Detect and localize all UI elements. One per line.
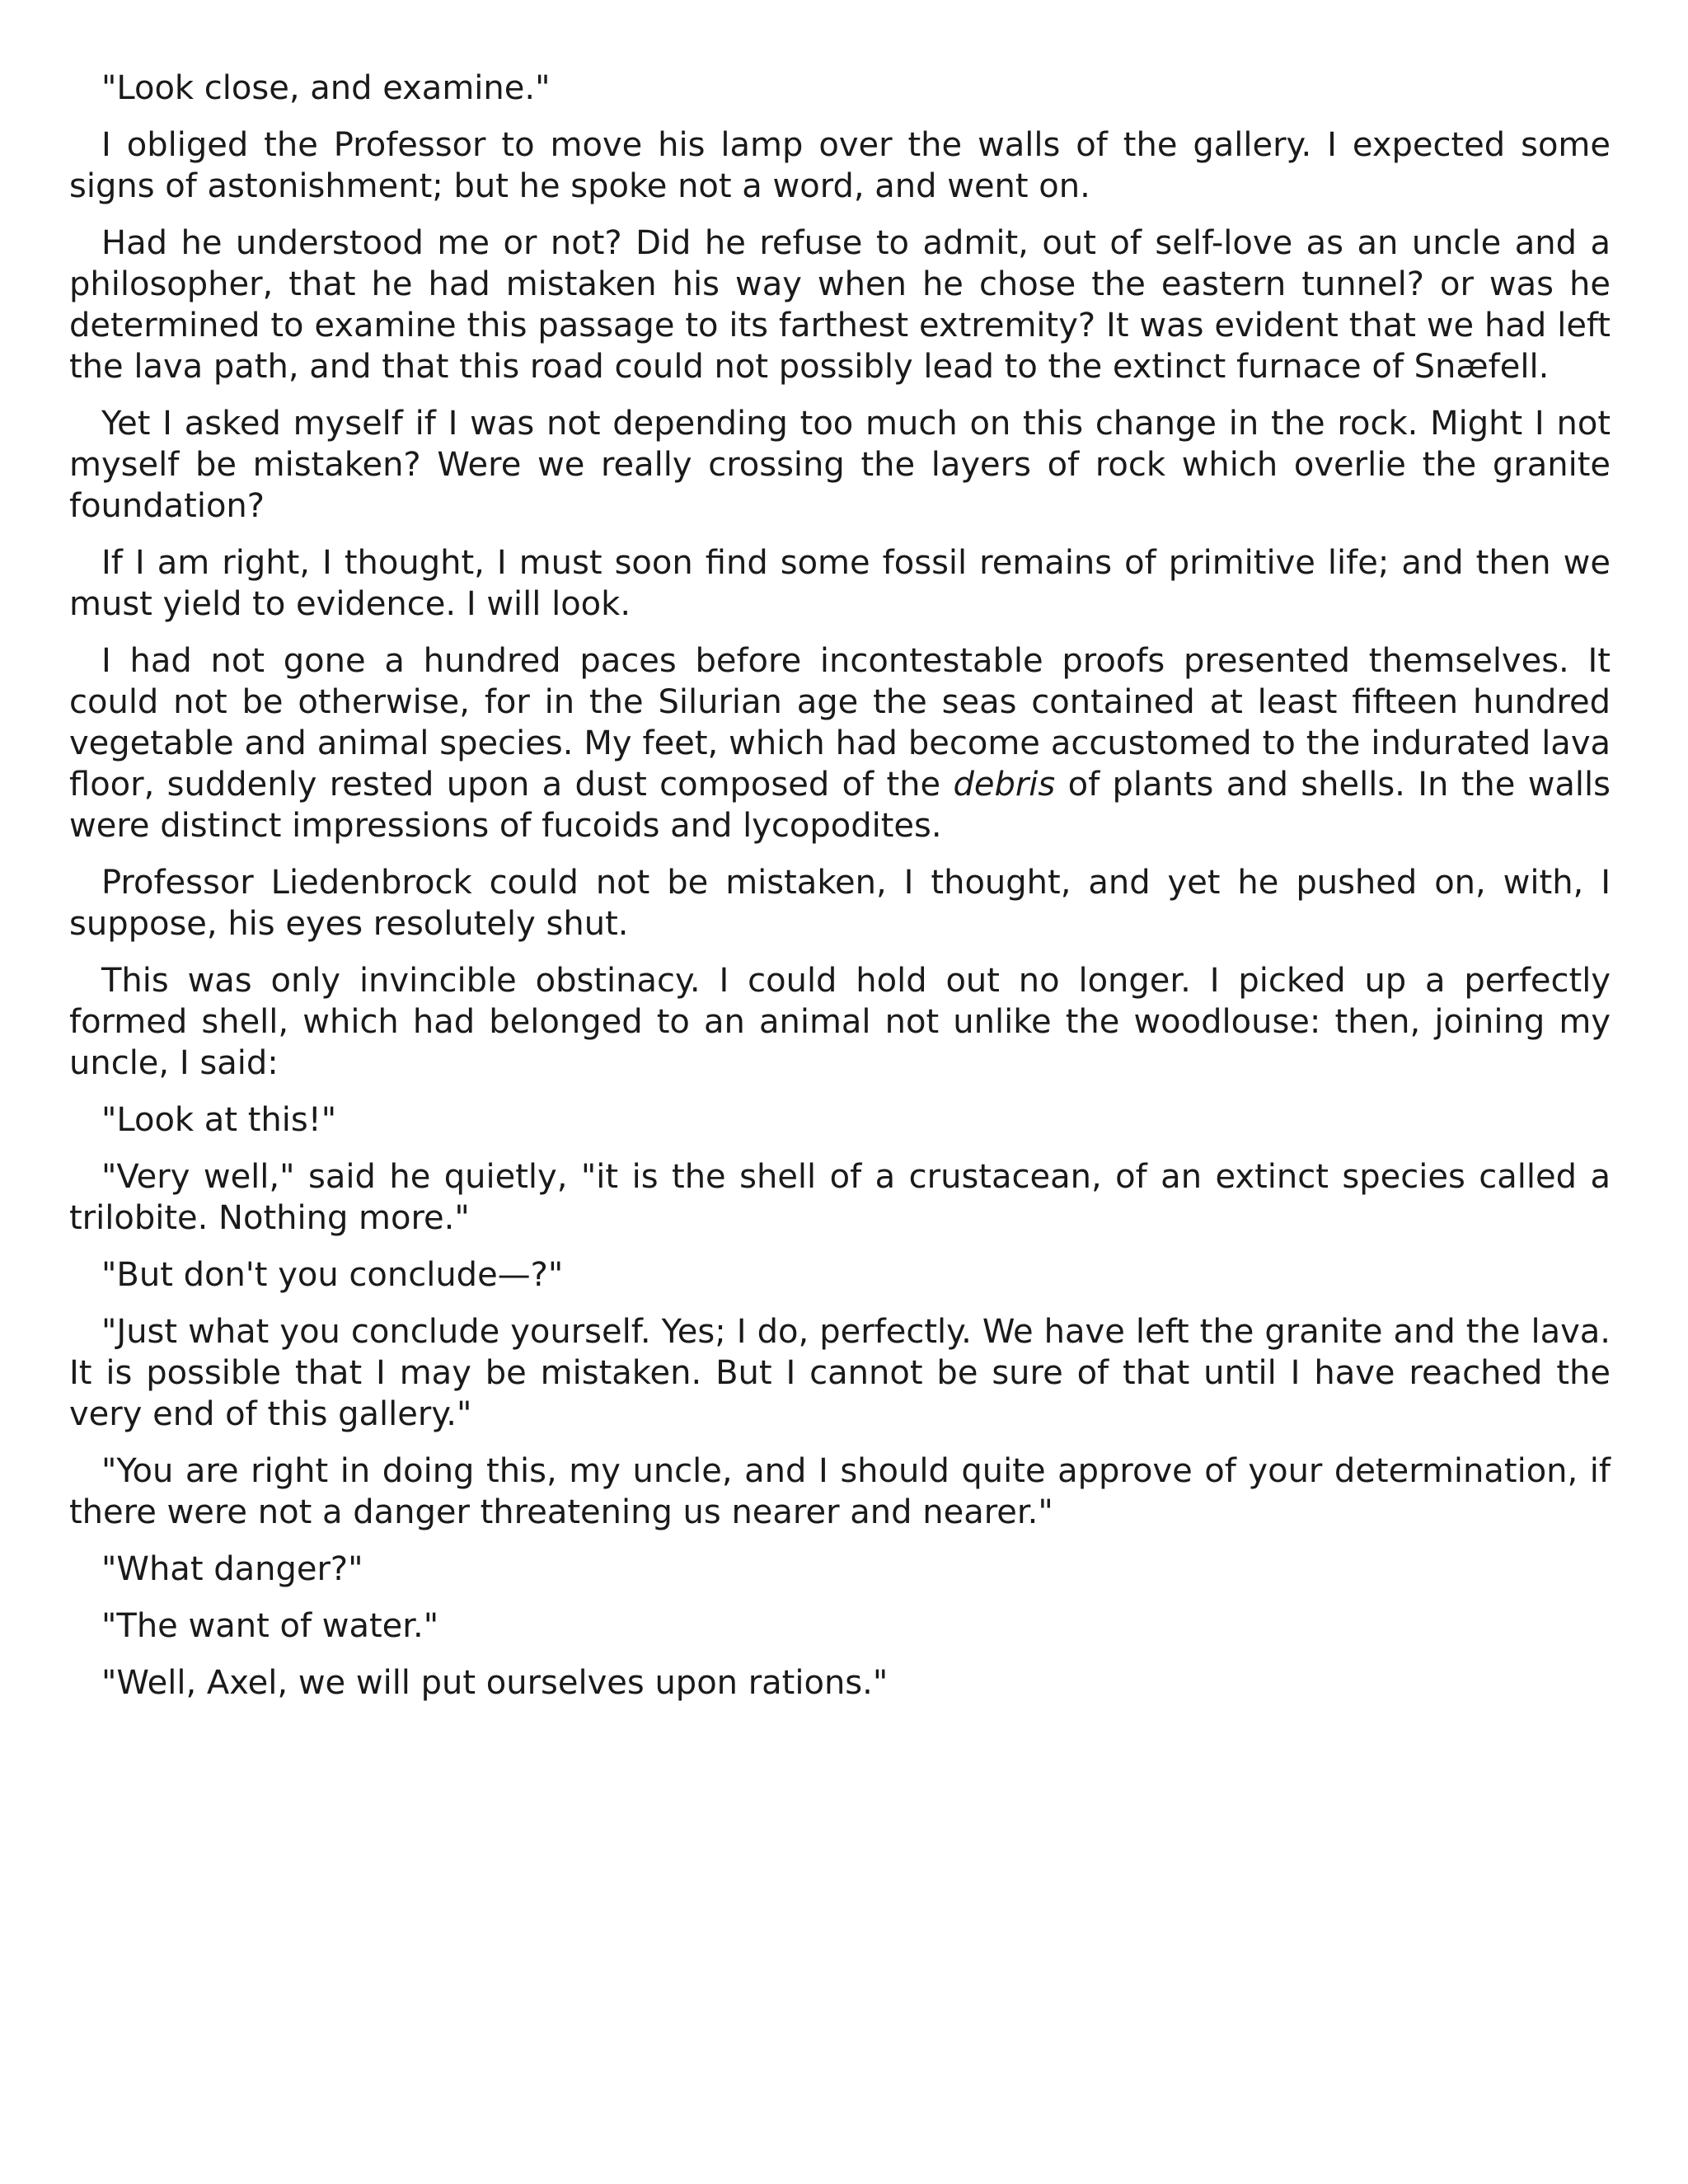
paragraph-text: I had not gone a hundred paces before incontestable proofs presented themselves. It could not be otherwise, for in the Silurian age the seas contained at least fifteen hundred vegetable and animal species. My feet, which had become accustomed to the indurated lava floor, suddenly rested upon a dust composed of the [69, 642, 1611, 804]
paragraph-text: of plants and shells. In the walls were distinct impressions of fucoids and lycopodites. [69, 766, 1611, 845]
paragraph: "Just what you conclude yourself. Yes; I do, perfectly. We have left the granite and the lava. It is possible that I may be mistaken. But I cannot be sure of that until I have reached the very end of this gallery." [69, 1313, 1611, 1433]
paragraph [69, 640, 1611, 846]
paragraph: "Well, Axel, we will put ourselves upon rations." [101, 1664, 889, 1702]
paragraph: "Look at this!" [101, 1101, 337, 1139]
paragraph: "What danger?" [101, 1550, 363, 1588]
paragraph: "But don't you conclude—?" [101, 1256, 564, 1294]
paragraph: I obliged the Professor to move his lamp over the walls of the gallery. I expected some signs of astonishment; but he spoke not a word, and went on. [69, 126, 1611, 205]
paragraph: "You are right in doing this, my uncle, and I should quite approve of your determination, if there were not a danger threatening us nearer and nearer." [69, 1452, 1611, 1531]
paragraph: "The want of water." [101, 1607, 439, 1645]
paragraph: If I am right, I thought, I must soon find some fossil remains of primitive life; and then we must yield to evidence. I will look. [69, 544, 1611, 623]
emphasized-word: debris [953, 766, 1056, 804]
paragraph: Had he understood me or not? Did he refuse to admit, out of self-love as an uncle and a philosopher, that he had mistaken his way when he chose the eastern tunnel? or was he determined to examine this passage to its farthest extremity? It was evident that we had left the lava path, and that this road could not possibly lead to the extinct furnace of Snæfell. [69, 224, 1611, 386]
paragraph: This was only invincible obstinacy. I could hold out no longer. I picked up a perfectly formed shell, which had belonged to an animal not unlike the woodlouse: then, joining my uncle, I said: [69, 962, 1611, 1082]
paragraph: Yet I asked myself if I was not depending too much on this change in the rock. Might I not myself be mistaken? Were we really crossing the layers of rock which overlie the granite foundation? [69, 405, 1611, 525]
paragraph: "Very well," said he quietly, "it is the shell of a crustacean, of an extinct species called a trilobite. Nothing more." [69, 1158, 1611, 1237]
paragraph: Professor Liedenbrock could not be mistaken, I thought, and yet he pushed on, with, I suppose, his eyes resolutely shut. [69, 864, 1611, 943]
paragraph: "Look close, and examine." [101, 69, 551, 107]
document-page [69, 68, 1611, 1719]
